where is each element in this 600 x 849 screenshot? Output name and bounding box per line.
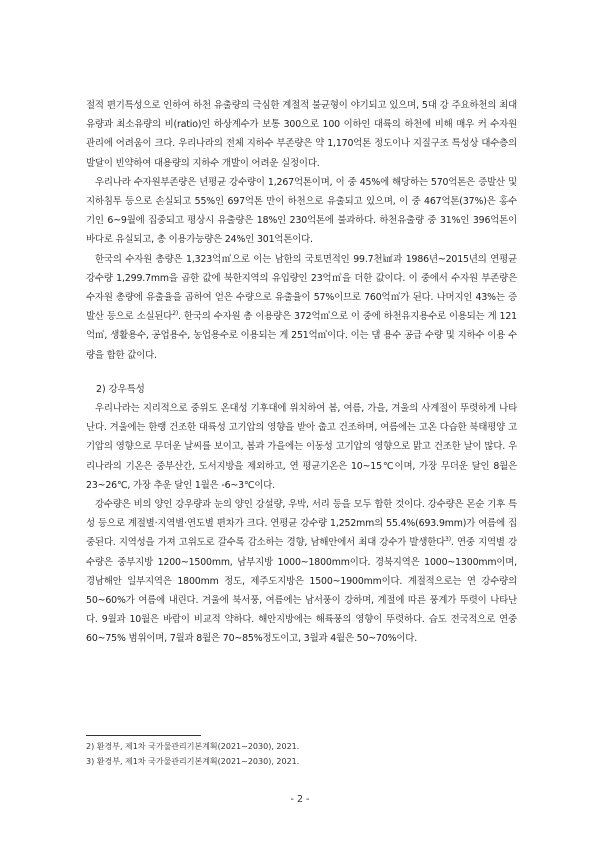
paragraph-climate: 우리나라는 지리적으로 중위도 온대성 기후대에 위치하여 봄, 여름, 가을, 겨울의 사계절이 뚜렷하게 나타난다. 겨울에는 한랭 건조한 대륙성 고기압의 영향을 받아 춥고 건조하며, 여름에는 고온 다습한 북태평양 고기압의 영향으로 무더운 날씨를 보이고, 봄과 가을에는 이동성 고기압의 영향으로 맑고 건조한 날이 많다. 우리나라의 기온은 중부산간, 도서지방을 제외하고, 연 평균기온은 10~15℃이며, 가장 무더운 달인 8월은 23~26℃, 가장 추운 달인 1월은 -6~3℃이다. xyxy=(86,403,517,491)
paragraph-water-total xyxy=(86,250,517,365)
paragraph-precipitation-rest: . 연중 지역별 강수량은 중부지방 1200~1500mm, 남부지방 1000~1800mm이다. 경북지역은 1000~1300mm이며, 경남해안 일부지역은 1800mm 정도, 제주도지방은 1500~1900mm이다. 계절적으로는 연 강수량의 50~60%가 여름에 내린다. 겨울에 북서풍, 여름에는 남서풍이 강하며, 계절에 따른 풍계가 뚜렷이 나타난다. 9월과 10월은 바람이 비교적 약하다. 해안지방에는 해륙풍의 영향이 뚜렷하다. 습도 전국적으로 연중 60~75% 범위이며, 7월과 8월은 70~85%정도이고, 3월과 4월은 50~70%이다. xyxy=(86,537,517,645)
paragraph-precipitation xyxy=(86,495,517,649)
footnote-2: 2) 환경부, 제1차 국가물관리기본계획(2021~2030), 2021. xyxy=(86,742,300,751)
footnote-ref-2: 2) xyxy=(172,310,179,318)
paragraph-water-resources: 우리나라 수자원부존량은 년평균 강수량이 1,267억톤이며, 이 중 45%에 해당하는 570억톤은 증발산 및 지하침투 등으로 손실되고 55%인 697억톤 만이 하천으로 유출되고 있으며, 이 중 467억톤(37%)은 홍수기인 6~9월에 집중되고 평상시 유출량은 18%인 230억톤에 불과하다. 하천유출량 중 31%인 396억톤이 바다로 유실되고, 총 이용가능량은 24%인 301억톤이다. xyxy=(86,176,517,246)
document-body xyxy=(86,96,517,649)
footnote-3: 3) 환경부, 제1차 국가물관리기본계획(2021~2030), 2021. xyxy=(86,756,300,766)
section-heading-rainfall: 2) 강우특성 xyxy=(96,383,145,395)
footnote-divider xyxy=(86,735,201,736)
footnote-ref-3: 3) xyxy=(445,536,451,544)
paragraph-river-runoff: 절적 편기특성으로 인하여 하천 유출량의 극심한 계절적 불균형이 야기되고 있으며, 5대 강 주요하천의 최대유량과 최소유량의 비(ratio)인 하상계수가 보통 300으로 100 이하인 대륙의 하천에 비해 매우 커 수자원 관리에 어려움이 크다. 우리나라의 전체 지하수 부존량은 약 1,170억톤 정도이나 지질구조 특성상 대수층의 발달이 빈약하여 대용량의 지하수 개발이 어려운 실정이다. xyxy=(86,100,517,169)
page-number: - 2 - xyxy=(290,794,310,805)
paragraph-water-total-text: 한국의 수자원 총량은 1,323억㎥으로 이는 남한의 국토면적인 99.7천㎢과 1986년~2015년의 연평균 강수량 1,299.7mm을 곱한 값에 북한지역의 유입량인 23억㎥을 더한 값이다. 이 중에서 수자원 부존량은 수자원 총량에 유출율을 곱하여 얻은 수량으로 유출율이 57%이므로 760억㎥가 된다. 나머지인 43%는 증발산 등으로 소실된다 xyxy=(86,253,517,323)
paragraph-precipitation-text: 강수량은 비의 양인 강우량과 눈의 양인 강설량, 우박, 서리 등을 모두 합한 것이다. 강수량은 몬순 기후 특성 등으로 계절별·지역별·연도별 편차가 크다. 연평균 강수량 1,252mm의 55.4%(693.9mm)가 여름에 집중된다. 지역성을 가져 고위도로 갈수록 감소하는 경향, 남해안에서 최대 강수가 발생한다 xyxy=(86,499,517,549)
paragraph-water-total-rest: . 한국의 수자원 총 이용량은 372억㎥으로 이 중에 하천유지용수로 이용되는 게 121억㎥, 생활용수, 공업용수, 농업용수로 이용되는 게 251억㎥이다. 이는 댐 용수 공급 수량 및 지하수 이용 수량을 합한 값이다. xyxy=(86,311,517,361)
footnotes xyxy=(86,740,517,769)
